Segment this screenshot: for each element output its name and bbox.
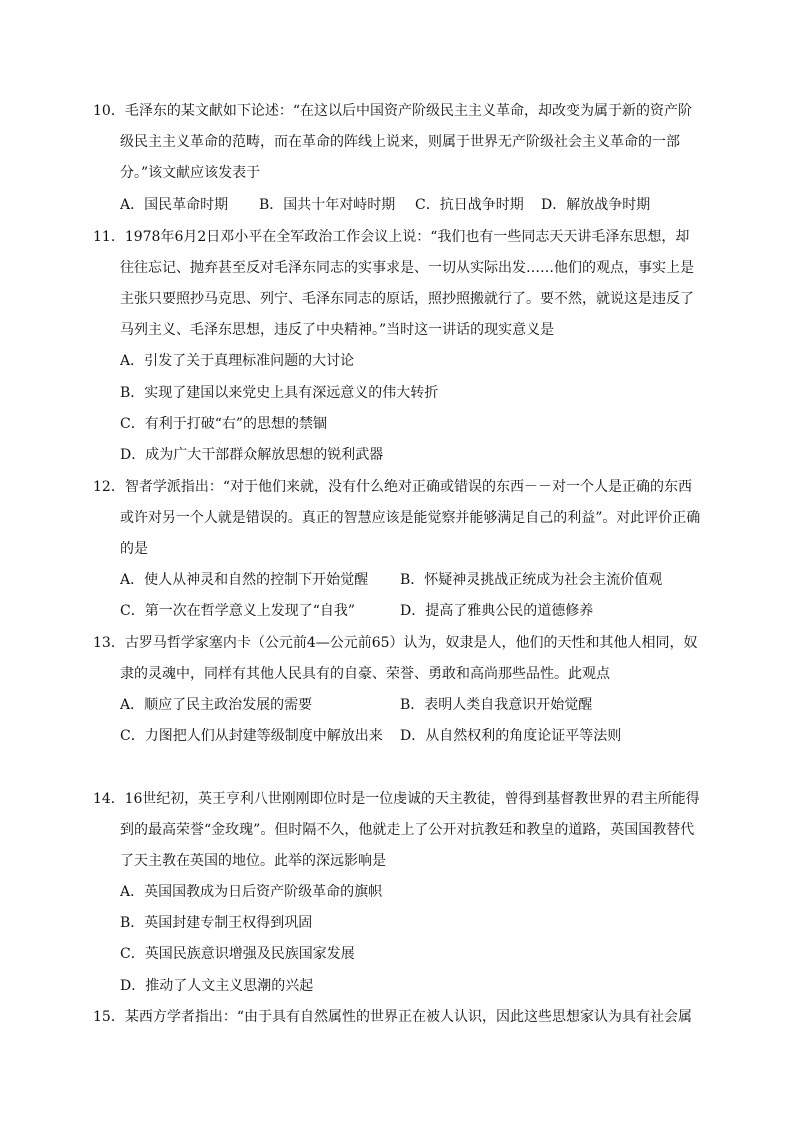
question-14-line-1: 14．16世纪初，英王亨利八世刚刚即位时是一位虔诚的天主教徒，曾得到基督教世界的君主所能得 [93,791,700,807]
question-12-line-1: 12．智者学派指出：“对于他们来就，没有什么绝对正确或错误的东西－－对一个人是正确的东西 [93,479,692,495]
question-14-option-d: D．推动了人文主义思潮的兴起 [120,978,314,994]
question-10-option-b: B．国共十年对峙时期 [259,197,396,213]
question-14-option-b: B．英国封建专制王权得到巩固 [120,915,313,931]
question-13-line-2: 隶的灵魂中，同样有其他人民具有的自豪、荣誉、勇敢和高尚那些品性。此观点 [120,666,610,682]
question-14-line-3: 了天主教在英国的地位。此举的深远影响是 [120,853,386,869]
question-11-line-1: 11．1978年6月2日邓小平在全军政治工作会议上说：“我们也有一些同志天天讲毛泽东思想，却 [93,229,690,245]
question-13-option-d: D．从自然权利的角度论证平等法则 [400,728,622,744]
question-12-option-a: A．使人从神灵和自然的控制下开始觉醒 [120,572,369,588]
question-10-option-c: C．抗日战争时期 [415,197,524,213]
question-14-option-c: C．英国民族意识增强及民族国家发展 [120,946,355,962]
question-10-line-2: 级民主主义革命的范畴，而在革命的阵线上说来，则属于世界无产阶级社会主义革命的一部 [120,134,680,150]
question-10-line-3: 分。”该文献应该发表于 [120,165,261,181]
question-14-line-2: 到的最高荣誉“金玫瑰”。但时隔不久，他就走上了公开对抗教廷和教皇的道路，英国国教替代 [120,822,695,838]
question-11-option-c: C．有利于打破“右”的思想的禁锢 [120,416,328,432]
question-10-option-a: A．国民革命时期 [120,197,229,213]
question-11-option-b: B．实现了建国以来党史上具有深远意义的伟大转折 [120,385,439,401]
question-11-line-3: 主张只要照抄马克思、列宁、毛泽东同志的原话，照抄照搬就行了。要不然，就说这是违反了 [120,291,694,307]
question-10-option-d: D．解放战争时期 [541,197,651,213]
question-13-line-1: 13．古罗马哲学家塞内卡（公元前4—公元前65）认为，奴隶是人，他们的天性和其他人相同，奴 [93,635,698,651]
question-10-line-1: 10．毛泽东的某文献如下论述：“在这以后中国资产阶级民主主义革命，却改变为属于新的资产阶 [93,103,692,119]
question-13-option-c: C．力图把人们从封建等级制度中解放出来 [120,728,383,744]
question-13-option-b: B．表明人类自我意识开始觉醒 [400,697,593,713]
question-11-line-2: 往往忘记、抛弃甚至反对毛泽东同志的实事求是、一切从实际出发……他们的观点，事实上是 [120,260,694,276]
question-12-line-2: 或许对另一个人就是错误的。真正的智慧应该是能觉察并能够满足自己的利益”。对此评价正确 [120,510,701,526]
question-11-option-a: A．引发了关于真理标准问题的大讨论 [120,353,355,369]
question-12-option-c: C．第一次在哲学意义上发现了“自我” [120,603,356,619]
question-12-line-3: 的是 [120,541,148,557]
question-11-line-4: 马列主义、毛泽东思想，违反了中央精神。”当时这一讲话的现实意义是 [120,322,555,338]
question-12-option-b: B．怀疑神灵挑战正统成为社会主流价值观 [400,572,663,588]
question-11-option-d: D．成为广大干部群众解放思想的锐利武器 [120,447,384,463]
question-12-option-d: D．提高了雅典公民的道德修养 [400,603,594,619]
question-14-option-a: A．英国国教成为日后资产阶级革命的旗帜 [120,884,383,900]
question-13-option-a: A．顺应了民主政治发展的需要 [120,697,313,713]
question-15-line-1: 15．某西方学者指出：“由于具有自然属性的世界正在被人认识，因此这些思想家认为具有社会属 [93,1009,692,1025]
